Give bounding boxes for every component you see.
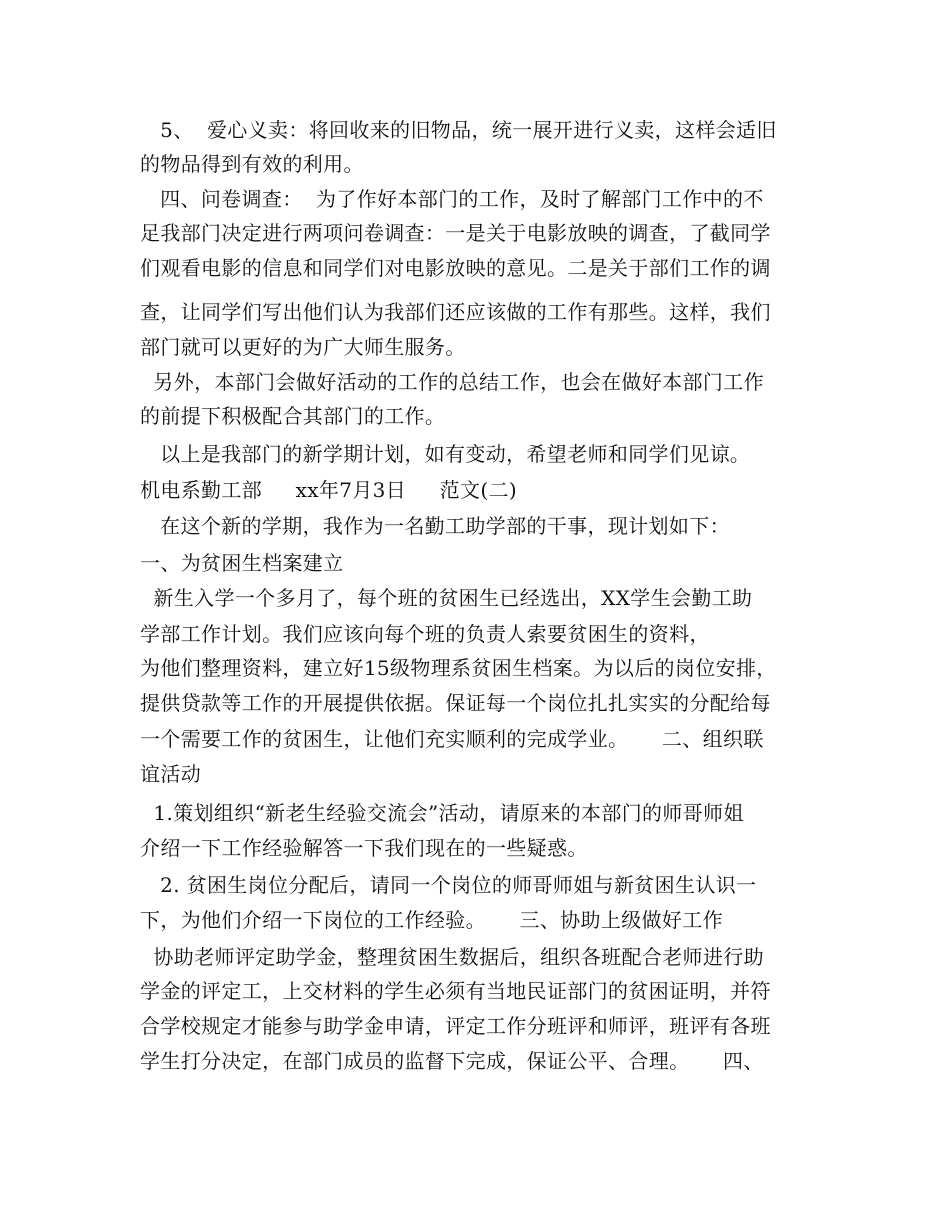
text-line: 查，让同学们写出他们认为我部们还应该做的工作有那些。这样，我们: [140, 300, 771, 324]
text-line: 在这个新的学期，我作为一名勤工助学部的干事，现计划如下：: [140, 514, 730, 538]
text-line: 们观看电影的信息和同学们对电影放映的意见。二是关于部们工作的调: [140, 256, 771, 280]
text-line: 部门就可以更好的为广大师生服务。: [140, 335, 466, 359]
text-line: 一个需要工作的贫困生，让他们充实顺利的完成学业。 二、组织联: [140, 727, 764, 751]
text-line: 协助老师评定助学金，整理贫困生数据后，组织各班配合老师进行助: [140, 945, 764, 969]
text-line: 学金的评定工，上交材料的学生必须有当地民证部门的贫困证明，并符: [140, 979, 771, 1003]
text-line: 2. 贫困生岗位分配后，请同一个岗位的师哥师姐与新贫困生认识一: [140, 873, 757, 897]
text-line: 学生打分决定，在部门成员的监督下完成，保证公平、合理。 四、: [140, 1049, 764, 1073]
text-line: 学部工作计划。我们应该向每个班的负责人索要贫困生的资料，: [140, 622, 710, 646]
text-line: 5、 爱心义卖：将回收来的旧物品，统一展开进行义卖，这样会适旧: [140, 118, 777, 142]
text-line: 新生入学一个多月了，每个班的贫困生已经选出，XX学生会勤工助: [140, 586, 753, 610]
text-line: 的物品得到有效的利用。: [140, 152, 364, 176]
text-line: 以上是我部门的新学期计划，如有变动，希望老师和同学们见谅。: [140, 442, 751, 466]
text-line: 介绍一下工作经验解答一下我们现在的一些疑惑。: [140, 836, 588, 860]
text-line: 合学校规定才能参与助学金申请，评定工作分班评和师评，班评有各班: [140, 1014, 771, 1038]
text-line: 提供贷款等工作的开展提供依据。保证每一个岗位扎扎实实的分配给每: [140, 691, 771, 715]
text-line: 的前提下积极配合其部门的工作。: [140, 404, 446, 428]
text-line: 谊活动: [140, 762, 202, 786]
text-line: 另外，本部门会做好活动的工作的总结工作，也会在做好本部门工作: [140, 370, 764, 394]
text-line: 机电系勤工部 xx年7月3日 范文(二): [140, 478, 517, 502]
text-line: 为他们整理资料，建立好15级物理系贫困生档案。为以后的岗位安排，: [140, 656, 777, 680]
text-line: 一、为贫困生档案建立: [140, 551, 344, 575]
text-line: 四、问卷调查： 为了作好本部门的工作，及时了解部门工作中的不: [140, 187, 764, 211]
text-line: 1.策划组织“新老生经验交流会”活动，请原来的本部门的师哥师姐: [140, 801, 744, 825]
text-line: 足我部门决定进行两项问卷调查：一是关于电影放映的调查，了截同学: [140, 221, 771, 245]
text-line: 下，为他们介绍一下岗位的工作经验。 三、协助上级做好工作: [140, 908, 723, 932]
